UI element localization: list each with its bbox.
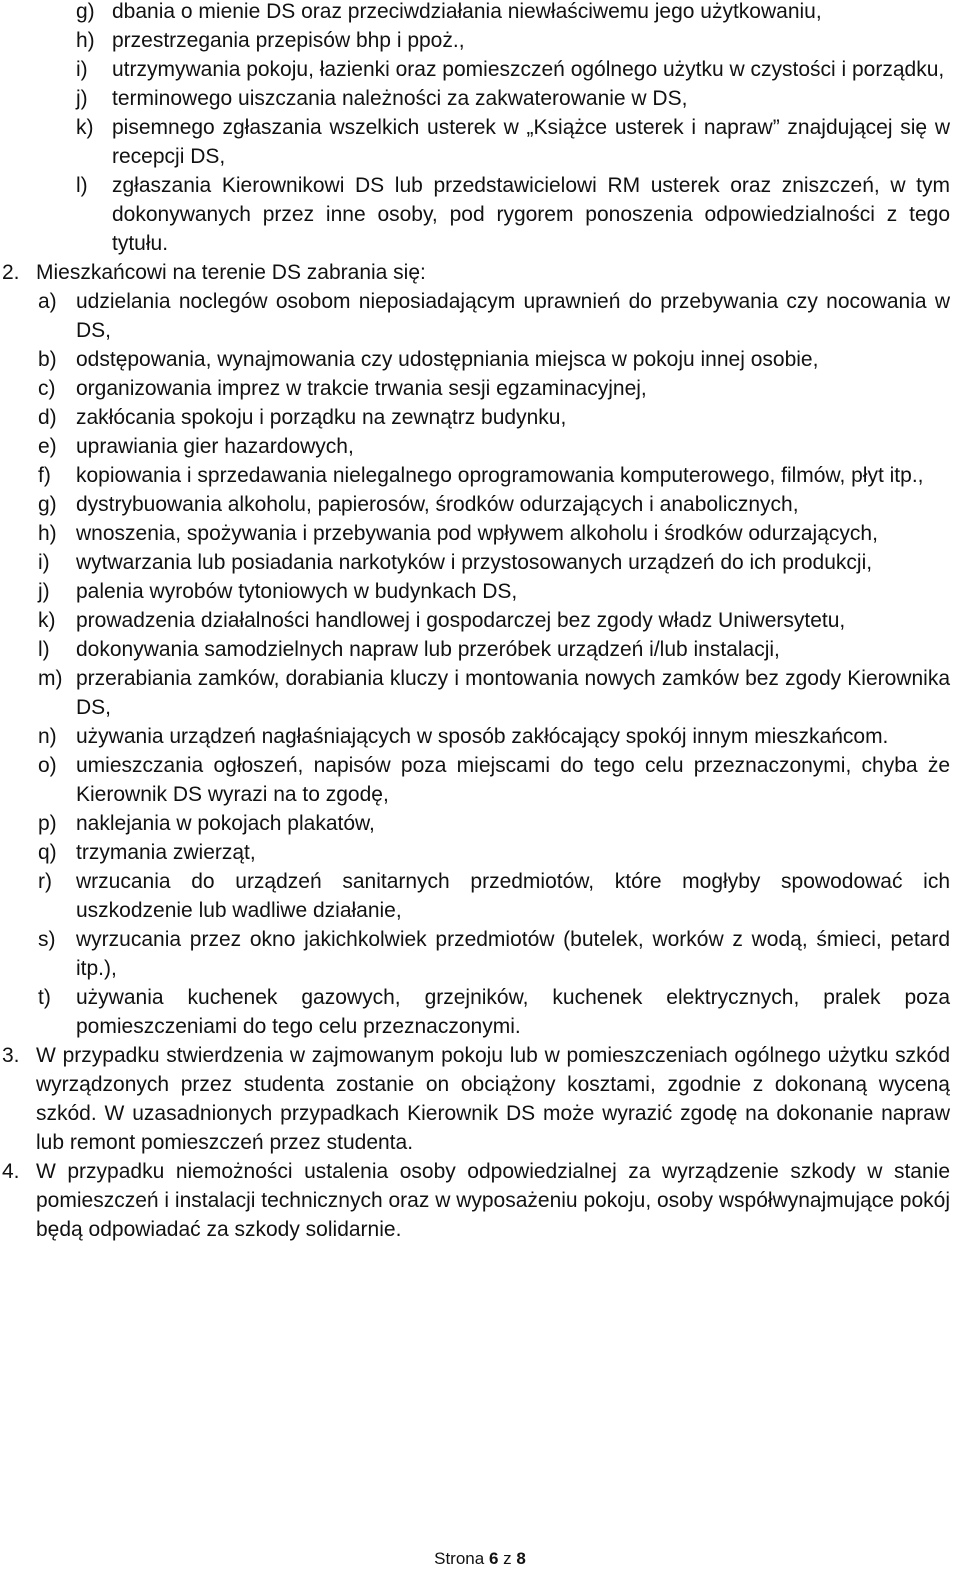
section-number: 4. <box>2 1160 20 1183</box>
list-item-text: trzymania zwierząt, <box>76 841 256 864</box>
list-item-label: o) <box>38 754 57 777</box>
list-item-label: m) <box>38 667 63 690</box>
list-item-label: g) <box>76 0 95 23</box>
list-item <box>76 0 950 26</box>
list-item-text: kopiowania i sprzedawania nielegalnego oprogramowania komputerowego, filmów, płyt itp., <box>76 464 924 487</box>
list-item <box>76 26 950 55</box>
list-item <box>38 722 950 751</box>
list-item-label: j) <box>38 580 50 603</box>
list-item-label: g) <box>38 493 57 516</box>
section-4-paragraph <box>2 1157 950 1244</box>
list-item-label: h) <box>38 522 57 545</box>
list-item-text: prowadzenia działalności handlowej i gospodarczej bez zgody władz Uniwersytetu, <box>76 609 846 632</box>
section-text: Mieszkańcowi na terenie DS zabrania się: <box>36 261 426 284</box>
list-item-text: wnoszenia, spożywania i przebywania pod wpływem alkoholu i środków odurzających, <box>76 522 878 545</box>
list-item <box>38 867 950 925</box>
section-2-heading <box>2 258 950 287</box>
list-item-label: b) <box>38 348 57 371</box>
list-item-text: dystrybuowania alkoholu, papierosów, środków odurzających i anabolicznych, <box>76 493 799 516</box>
list-item-text: udzielania noclegów osobom nieposiadającym uprawnień do przebywania czy nocowania w DS, <box>76 290 950 342</box>
list-item-text: palenia wyrobów tytoniowych w budynkach DS, <box>76 580 518 603</box>
list-item-label: k) <box>38 609 56 632</box>
list-item-text: terminowego uiszczania należności za zakwaterowanie w DS, <box>112 87 688 110</box>
list-item-text: uprawiania gier hazardowych, <box>76 435 354 458</box>
list-item <box>38 838 950 867</box>
list-item-text: utrzymywania pokoju, łazienki oraz pomieszczeń ogólnego użytku w czystości i porządku, <box>112 58 945 81</box>
footer-total-pages: 8 <box>516 1549 526 1568</box>
list-item <box>38 287 950 345</box>
section-text: W przypadku stwierdzenia w zajmowanym pokoju lub w pomieszczeniach ogólnego użytku szkód wyrządzonych przez studenta zostanie on obciążony kosztami, zgodnie z dokonaną wyceną szkód. W uzasadnionych przypadkach Kierownik DS może wyrazić zgodę na dokonanie napraw lub remont pomieszczeń przez studenta. <box>36 1044 950 1154</box>
list-item <box>76 84 950 113</box>
list-item-label: k) <box>76 116 94 139</box>
list-item-text: przestrzegania przepisów bhp i ppoż., <box>112 29 465 52</box>
list-item-label: t) <box>38 986 51 1009</box>
list-item-label: j) <box>76 87 88 110</box>
list-item <box>38 374 950 403</box>
list-item-label: l) <box>76 174 88 197</box>
list-item <box>38 635 950 664</box>
list-item-label: p) <box>38 812 57 835</box>
footer-separator: z <box>503 1549 512 1568</box>
list-item <box>38 548 950 577</box>
list-item-text: odstępowania, wynajmowania czy udostępniania miejsca w pokoju innej osobie, <box>76 348 819 371</box>
list-item-label: a) <box>38 290 57 313</box>
list-item <box>38 751 950 809</box>
list-item-text: umieszczania ogłoszeń, napisów poza miejscami do tego celu przeznaczonymi, chyba że Kierownik DS wyrazi na to zgodę, <box>76 754 950 806</box>
list-item-label: d) <box>38 406 57 429</box>
list-item <box>76 55 950 84</box>
list-item-text: dbania o mienie DS oraz przeciwdziałania niewłaściwemu jego użytkowaniu, <box>112 0 822 23</box>
list-item-label: n) <box>38 725 57 748</box>
list-item <box>76 113 950 171</box>
section-number: 3. <box>2 1044 20 1067</box>
list-item-text: używania kuchenek gazowych, grzejników, kuchenek elektrycznych, pralek poza pomieszczeniami do tego celu przeznaczonymi. <box>76 986 950 1038</box>
list-item <box>38 461 950 490</box>
list-item-label: e) <box>38 435 57 458</box>
list-item-text: zakłócania spokoju i porządku na zewnątrz budynku, <box>76 406 567 429</box>
list-item-label: h) <box>76 29 95 52</box>
list-item-text: pisemnego zgłaszania wszelkich usterek w „Książce usterek i napraw” znajdującej się w recepcji DS, <box>112 116 950 168</box>
list-item <box>38 809 950 838</box>
list-item-text: naklejania w pokojach plakatów, <box>76 812 375 835</box>
footer-current-page: 6 <box>488 1549 499 1568</box>
list-item <box>38 345 950 374</box>
list-item <box>38 606 950 635</box>
footer-page-prefix: Strona <box>434 1549 485 1568</box>
list-item <box>38 519 950 548</box>
list-item-text: organizowania imprez w trakcie trwania sesji egzaminacyjnej, <box>76 377 647 400</box>
list-item <box>38 925 950 983</box>
list-item-text: używania urządzeń nagłaśniających w sposób zakłócający spokój innym mieszkańcom. <box>76 725 889 748</box>
list-item-label: r) <box>38 870 52 893</box>
list-item-label: i) <box>38 551 50 574</box>
list-item <box>38 664 950 722</box>
list-item-text: zgłaszania Kierownikowi DS lub przedstawicielowi RM usterek oraz zniszczeń, w tym dokonywanych przez inne osoby, pod rygorem ponoszenia odpowiedzialności z tego tytułu. <box>112 174 950 255</box>
list-item-label: f) <box>38 464 51 487</box>
list-item-text: wrzucania do urządzeń sanitarnych przedmiotów, które mogłyby spowodować ich uszkodzenie lub wadliwe działanie, <box>76 870 950 922</box>
list-item-text: wyrzucania przez okno jakichkolwiek przedmiotów (butelek, worków z wodą, śmieci, petard itp.), <box>76 928 950 980</box>
section-text: W przypadku niemożności ustalenia osoby odpowiedzialnej za wyrządzenie szkody w stanie pomieszczeń i instalacji technicznych oraz w wyposażeniu pokoju, osoby współwynajmujące pokój będą odpowiadać za szkody solidarnie. <box>36 1160 950 1241</box>
list-item-label: c) <box>38 377 56 400</box>
section-3-paragraph <box>2 1041 950 1157</box>
list-item-label: l) <box>38 638 50 661</box>
list-item-text: dokonywania samodzielnych napraw lub przeróbek urządzeń i/lub instalacji, <box>76 638 780 661</box>
list-item <box>38 577 950 606</box>
list-item-text: wytwarzania lub posiadania narkotyków i przystosowanych urządzeń do ich produkcji, <box>76 551 873 574</box>
list-item <box>38 432 950 461</box>
page-footer <box>0 1547 960 1571</box>
list-item <box>38 490 950 519</box>
list-item-label: q) <box>38 841 57 864</box>
list-item-label: s) <box>38 928 56 951</box>
list-item-text: przerabiania zamków, dorabiania kluczy i montowania nowych zamków bez zgody Kierownika DS, <box>76 667 950 719</box>
list-item <box>38 403 950 432</box>
list-item <box>38 983 950 1041</box>
list-item-label: i) <box>76 58 88 81</box>
section-number: 2. <box>2 261 20 284</box>
list-item <box>76 171 950 258</box>
